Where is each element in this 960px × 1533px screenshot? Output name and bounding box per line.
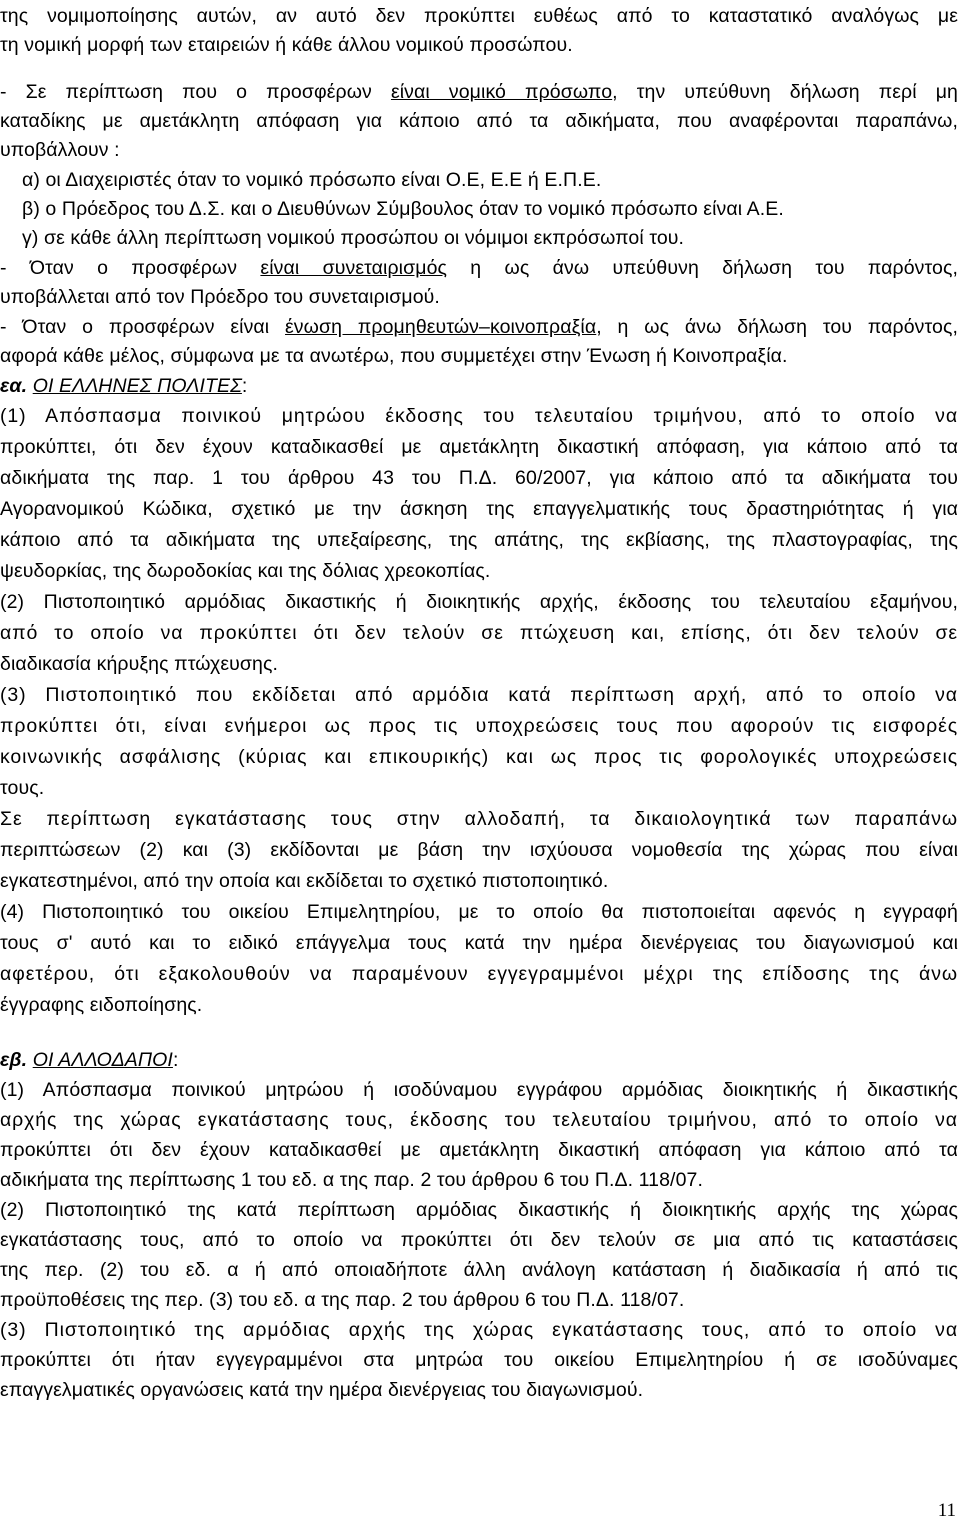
paragraph-line: έγγραφης ειδοποίησης.: [0, 994, 203, 1016]
paragraph-line: - Όταν ο προσφέρων είναι συνεταιρισμός η ως άνω υπεύθυνη δήλωση του παρόντος,: [0, 257, 959, 279]
paragraph-line: καταδίκης με αμετάκλητη απόφαση για κάποιο από τα αδικήματα, που αναφέρονται παραπάνω,: [0, 110, 958, 132]
paragraph-line: (2) Πιστοποιητικό της κατά περίπτωση αρμόδιας δικαστικής ή διοικητικής αρχής της χώρας: [0, 1199, 958, 1221]
paragraph-line: της νομιμοποίησης αυτών, αν αυτό δεν προκύπτει ευθέως από το καταστατικό αναλόγως με: [0, 5, 958, 27]
list-item: β) ο Πρόεδρος του Δ.Σ. και ο Διευθύνων Σύμβουλος όταν το νομικό πρόσωπο είναι Α.Ε.: [22, 198, 784, 220]
paragraph-line: Σε περίπτωση εγκατάστασης τους στην αλλοδαπή, τα δικαιολογητικά των παραπάνω: [0, 808, 958, 830]
section-heading-ea: εα. ΟΙ ΕΛΛΗΝΕΣ ΠΟΛΙΤΕΣ:: [0, 375, 248, 397]
underlined-phrase: είναι νομικό πρόσωπο: [390, 81, 613, 103]
paragraph-line: τους.: [0, 777, 45, 799]
paragraph-line: (3) Πιστοποιητικό της αρμόδιας αρχής της χώρας εγκατάστασης τους, από το οποίο να: [0, 1319, 958, 1341]
paragraph-line: (3) Πιστοποιητικό που εκδίδεται από αρμόδια κατά περίπτωση αρχή, από το οποίο να: [0, 684, 958, 706]
list-item: γ) σε κάθε άλλη περίπτωση νομικού προσώπου οι νόμιμοι εκπρόσωποί του.: [22, 227, 685, 249]
underlined-phrase: ένωση προμηθευτών–κοινοπραξία: [285, 316, 597, 338]
section-heading-eb: εβ. ΟΙ ΑΛΛΟΔΑΠΟΙ:: [0, 1049, 179, 1071]
paragraph-line: αφορά κάθε μέλος, σύμφωνα με τα ανωτέρω, που συμμετέχει στην Ένωση ή Κοινοπραξία.: [0, 345, 788, 367]
section-label: εβ.: [0, 1049, 28, 1071]
paragraph-line: εγκατεστημένοι, από την οποία και εκδίδεται το σχετικό πιστοποιητικό.: [0, 870, 609, 892]
paragraph-line: υποβάλλεται από τον Πρόεδρο του συνεταιρισμού.: [0, 286, 440, 308]
paragraph-line: (4) Πιστοποιητικό του οικείου Επιμελητηρίου, με το οποίο θα πιστοποιείται αφενός η εγγραφή: [0, 901, 958, 923]
paragraph-line: αδικήματα της περίπτωσης 1 του εδ. α της παρ. 2 του άρθρου 6 του Π.Δ. 118/07.: [0, 1169, 703, 1191]
section-label: εα.: [0, 375, 28, 397]
paragraph-line: υποβάλλουν :: [0, 139, 120, 161]
paragraph-line: εγκατάστασης τους, από το οποίο να προκύπτει ότι δεν τελούν σε μια από τις καταστάσεις: [0, 1229, 958, 1251]
paragraph-line: (1) Απόσπασμα ποινικού μητρώου ή ισοδύναμου εγγράφου αρμόδιας διοικητικής ή δικαστικής: [0, 1079, 958, 1101]
paragraph-line: κοινωνικής ασφάλισης (κύριας και επικουρικής) και ως προς τις φορολογικές υποχρεώσεις: [0, 746, 958, 768]
paragraph-line: προκύπτει ότι δεν έχουν καταδικασθεί με αμετάκλητη δικαστική απόφαση για κάποιο από τα: [0, 1139, 958, 1161]
paragraph-line: τη νομική μορφή των εταιρειών ή κάθε άλλου νομικού προσώπου.: [0, 34, 573, 56]
underlined-phrase: είναι συνεταιρισμός: [260, 257, 448, 279]
page-number: 11: [937, 1500, 956, 1521]
paragraph-line: περιπτώσεων (2) και (3) εκδίδονται με βάση την ισχύουσα νομοθεσία της χώρας που είναι: [0, 839, 958, 861]
paragraph-line: (2) Πιστοποιητικό αρμόδιας δικαστικής ή διοικητικής αρχής, έκδοσης του τελευταίου εξαμήνου,: [0, 591, 958, 613]
paragraph-line: αδικήματα της παρ. 1 του άρθρου 43 του Π.Δ. 60/2007, για κάποιο από τα αδικήματα του: [0, 467, 958, 489]
paragraph-line: της περ. (2) του εδ. α ή από οποιαδήποτε άλλη ανάλογη κατάσταση ή διαδικασία ή από τις: [0, 1259, 958, 1281]
paragraph-line: ψευδορκίας, της δωροδοκίας και της δόλιας χρεοκοπίας.: [0, 560, 491, 582]
paragraph-line: προκύπτει, ότι δεν έχουν καταδικασθεί με αμετάκλητη δικαστική απόφαση, για κάποιο από τα: [0, 436, 958, 458]
paragraph-line: από το οποίο να προκύπτει ότι δεν τελούν σε πτώχευση και, επίσης, ότι δεν τελούν σε: [0, 622, 958, 644]
paragraph-line: - Όταν ο προσφέρων είναι ένωση προμηθευτών–κοινοπραξία, η ως άνω δήλωση του παρόντος,: [0, 316, 958, 338]
paragraph-line: αρχής της χώρας εγκατάστασης τους, έκδοσης του τελευταίου τριμήνου, από το οποίο να: [0, 1109, 958, 1131]
paragraph-line: τους σ' αυτό και το ειδικό επάγγελμα τους κατά την ημέρα διενέργειας του διαγωνισμού και: [0, 932, 958, 954]
paragraph-line: Αγορανομικού Κώδικα, σχετικό με την άσκηση της επαγγελματικής τους δραστηριότητας ή για: [0, 498, 958, 520]
paragraph-line: προϋποθέσεις της περ. (3) του εδ. α της παρ. 2 του άρθρου 6 του Π.Δ. 118/07.: [0, 1289, 685, 1311]
paragraph-line: διαδικασία κήρυξης πτώχευσης.: [0, 653, 279, 675]
section-title: ΟΙ ΑΛΛΟΔΑΠΟΙ: [32, 1049, 173, 1071]
list-item: α) οι Διαχειριστές όταν το νομικό πρόσωπο είναι Ο.Ε, Ε.Ε ή Ε.Π.Ε.: [22, 169, 602, 191]
paragraph-line: αφετέρου, ότι εξακολουθούν να παραμένουν εγγεγραμμένοι μέχρι της επίδοσης της άνω: [0, 963, 958, 985]
paragraph-line: επαγγελματικές οργανώσεις κατά την ημέρα διενέργειας του διαγωνισμού.: [0, 1379, 644, 1401]
paragraph-line: (1) Απόσπασμα ποινικού μητρώου έκδοσης του τελευταίου τριμήνου, από το οποίο να: [0, 405, 958, 427]
paragraph-line: προκύπτει ότι ήταν εγγεγραμμένοι στα μητρώα του οικείου Επιμελητηρίου ή σε ισοδύναμες: [0, 1349, 958, 1371]
paragraph-line: κάποιο από τα αδικήματα της υπεξαίρεσης, της απάτης, της εκβίασης, της πλαστογραφίας, της: [0, 529, 958, 551]
section-title: ΟΙ ΕΛΛΗΝΕΣ ΠΟΛΙΤΕΣ: [32, 375, 242, 397]
paragraph-line: - Σε περίπτωση που ο προσφέρων είναι νομικό πρόσωπο, την υπεύθυνη δήλωση περί μη: [0, 81, 958, 103]
paragraph-line: προκύπτει ότι, είναι ενήμεροι ως προς τις υποχρεώσεις τους που αφορούν τις εισφορές: [0, 715, 958, 737]
